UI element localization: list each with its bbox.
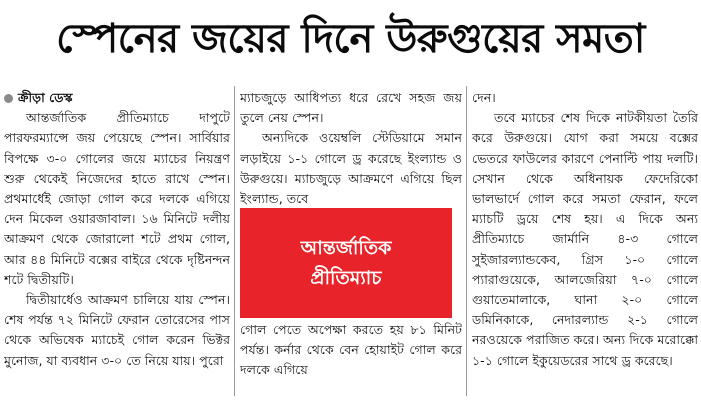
- column-divider: [234, 86, 235, 396]
- column-2-top: [240, 88, 462, 206]
- paragraph: ম্যাচজুড়ে আধিপত্য ধরে রেখে সহজ জয় তুলে নেয় স্পেন।: [240, 90, 462, 126]
- column-divider: [466, 86, 467, 396]
- headline-bar: [0, 2, 701, 76]
- callout-line: প্রীতিম্যাচ: [310, 267, 382, 289]
- column-3: [472, 88, 698, 400]
- bullet-icon: [4, 94, 13, 103]
- paragraph: গোল পেতে অপেক্ষা করতে হয় ৮১ মিনিট পর্যন্ত। কর্নার থেকে বেন হোয়াইট গোল করে দলকে এগিয়ে: [240, 322, 462, 378]
- callout-line: আন্তর্জাতিক: [300, 237, 392, 259]
- column-1: [4, 88, 230, 400]
- callout-box: [240, 208, 452, 318]
- paragraph: তবে ম্যাচের শেষ দিকে নাটকীয়তা তৈরি করে উরুগুয়ে। যোগ করা সময়ে বক্সের ভেতরে ফাউলের কারণে পেনাল্টি পায় দলটি। সেখান থেকে অধিনায়ক ফেদেরিকো ভালভার্দে গোল করে সমতা ফেরান, ফলে ম্যাচটি ড্রয়ে শেষ হয়। এ দিকে অন্য প্রীতিম্যাচে জার্মানি ৪-৩ গোলে সুইজারল্যান্ডকেব, গ্রিস ১-০ গোলে প্যারাগুয়েকে, আলজেরিয়া ৭-০ গোলে গুয়াতেমালাকে, ঘানা ২-০ গোলে ডমিনিকাকে, নেদারল্যান্ড ২-১ গোলে নরওয়েকে পরাজিত করে। অন্য দিকে মরোক্কো ১-১ গোলে ইকুয়েডরের সাথে ড্র করেছে।: [472, 110, 698, 368]
- byline: [4, 88, 230, 108]
- byline-text: ক্রীড়া ডেস্ক: [18, 90, 73, 105]
- paragraph: দেন।: [472, 90, 496, 105]
- column-2-bottom: [240, 320, 462, 381]
- paragraph: আন্তর্জাতিক প্রীতিম্যাচে দাপুটে পারফরম্যান্সে জয় পেয়েছে স্পেন। সার্বিয়ার বিপক্ষে ৩-০ গোলের জয়ে ম্যাচের নিয়ন্ত্রণ শুরু থেকেই নিজেদের হাতে রাখে স্পেন। প্রথমার্ধেই জোড়া গোল করে দলকে এগিয়ে দেন মিকেল ওয়ারজাবাল। ১৬ মিনিটে দলীয় আক্রমণ থেকে জোরালো শটে প্রথম গোল, আর ৪৪ মিনিটে বক্সের বাইরে থেকে দৃষ্টিনন্দন শটে দ্বিতীয়টি।: [4, 110, 230, 287]
- paragraph: দ্বিতীয়ার্ধেও আক্রমণ চালিয়ে যায় স্পেন। শেষ পর্যন্ত ৭২ মিনিটে ফেরান তোরেসের পাস থেকে অভিষেক ম্যাচেই গোল করেন ভিক্টর মুনোজ, যা ব্যবধান ৩-০ তে নিয়ে যায়। পুরো: [4, 292, 230, 368]
- paragraph: অন্যদিকে ওয়েম্বলি স্টেডিয়ামে সমান লড়াইয়ে ১-১ গোলে ড্র করেছে ইংল্যান্ড ও উরুগুয়ে। ম্যাচজুড়ে আক্রমণে এগিয়ে ছিল ইংল্যান্ড, তবে: [240, 130, 462, 206]
- headline: স্পেনের জয়ের দিনে উরুগুয়ের সমতা: [56, 16, 645, 62]
